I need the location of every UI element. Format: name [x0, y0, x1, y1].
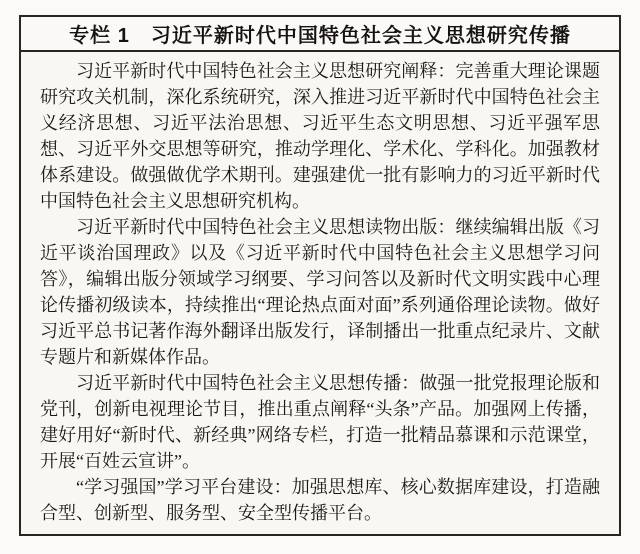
column-panel — [19, 15, 621, 536]
panel-body — [21, 52, 619, 534]
panel-title-text: 专栏 1 习近平新时代中国特色社会主义思想研究传播 — [69, 25, 571, 47]
paragraph-readings-publication: 习近平新时代中国特色社会主义思想读物出版：继续编辑出版《习近平谈治国理政》以及《习近平新时代中国特色社会主义思想学习问答》，编辑出版分领域学习纲要、学习问答以及新时代文明实践中心理论传播初级读本，持续推出“理论热点面对面”系列通俗理论读物。做好习近平总书记著作海外翻译出版发行，译制播出一批重点纪录片、文献专题片和新媒体作品。 — [40, 217, 600, 367]
paragraph-xuexi-qiangguo-platform: “学习强国”学习平台建设：加强思想库、核心数据库建设，打造融合型、创新型、服务型、安全型传播平台。 — [40, 477, 600, 523]
paragraph-research-interpretation: 习近平新时代中国特色社会主义思想研究阐释：完善重大理论课题研究攻关机制，深化系统研究，深入推进习近平新时代中国特色社会主义经济思想、习近平法治思想、习近平生态文明思想、习近平强军思想、习近平外交思想等研究，推动学理化、学术化、学科化。加强教材体系建设。做强做优学术期刊。建强建优一批有影响力的习近平新时代中国特色社会主义思想研究机构。 — [40, 61, 600, 211]
paragraph-thought-dissemination: 习近平新时代中国特色社会主义思想传播：做强一批党报理论版和党刊，创新电视理论节目，推出重点阐释“头条”产品。加强网上传播，建好用好“新时代、新经典”网络专栏，打造一批精品慕课和示范课堂，开展“百姓云宣讲”。 — [40, 373, 600, 471]
panel-title-bar — [21, 17, 619, 52]
